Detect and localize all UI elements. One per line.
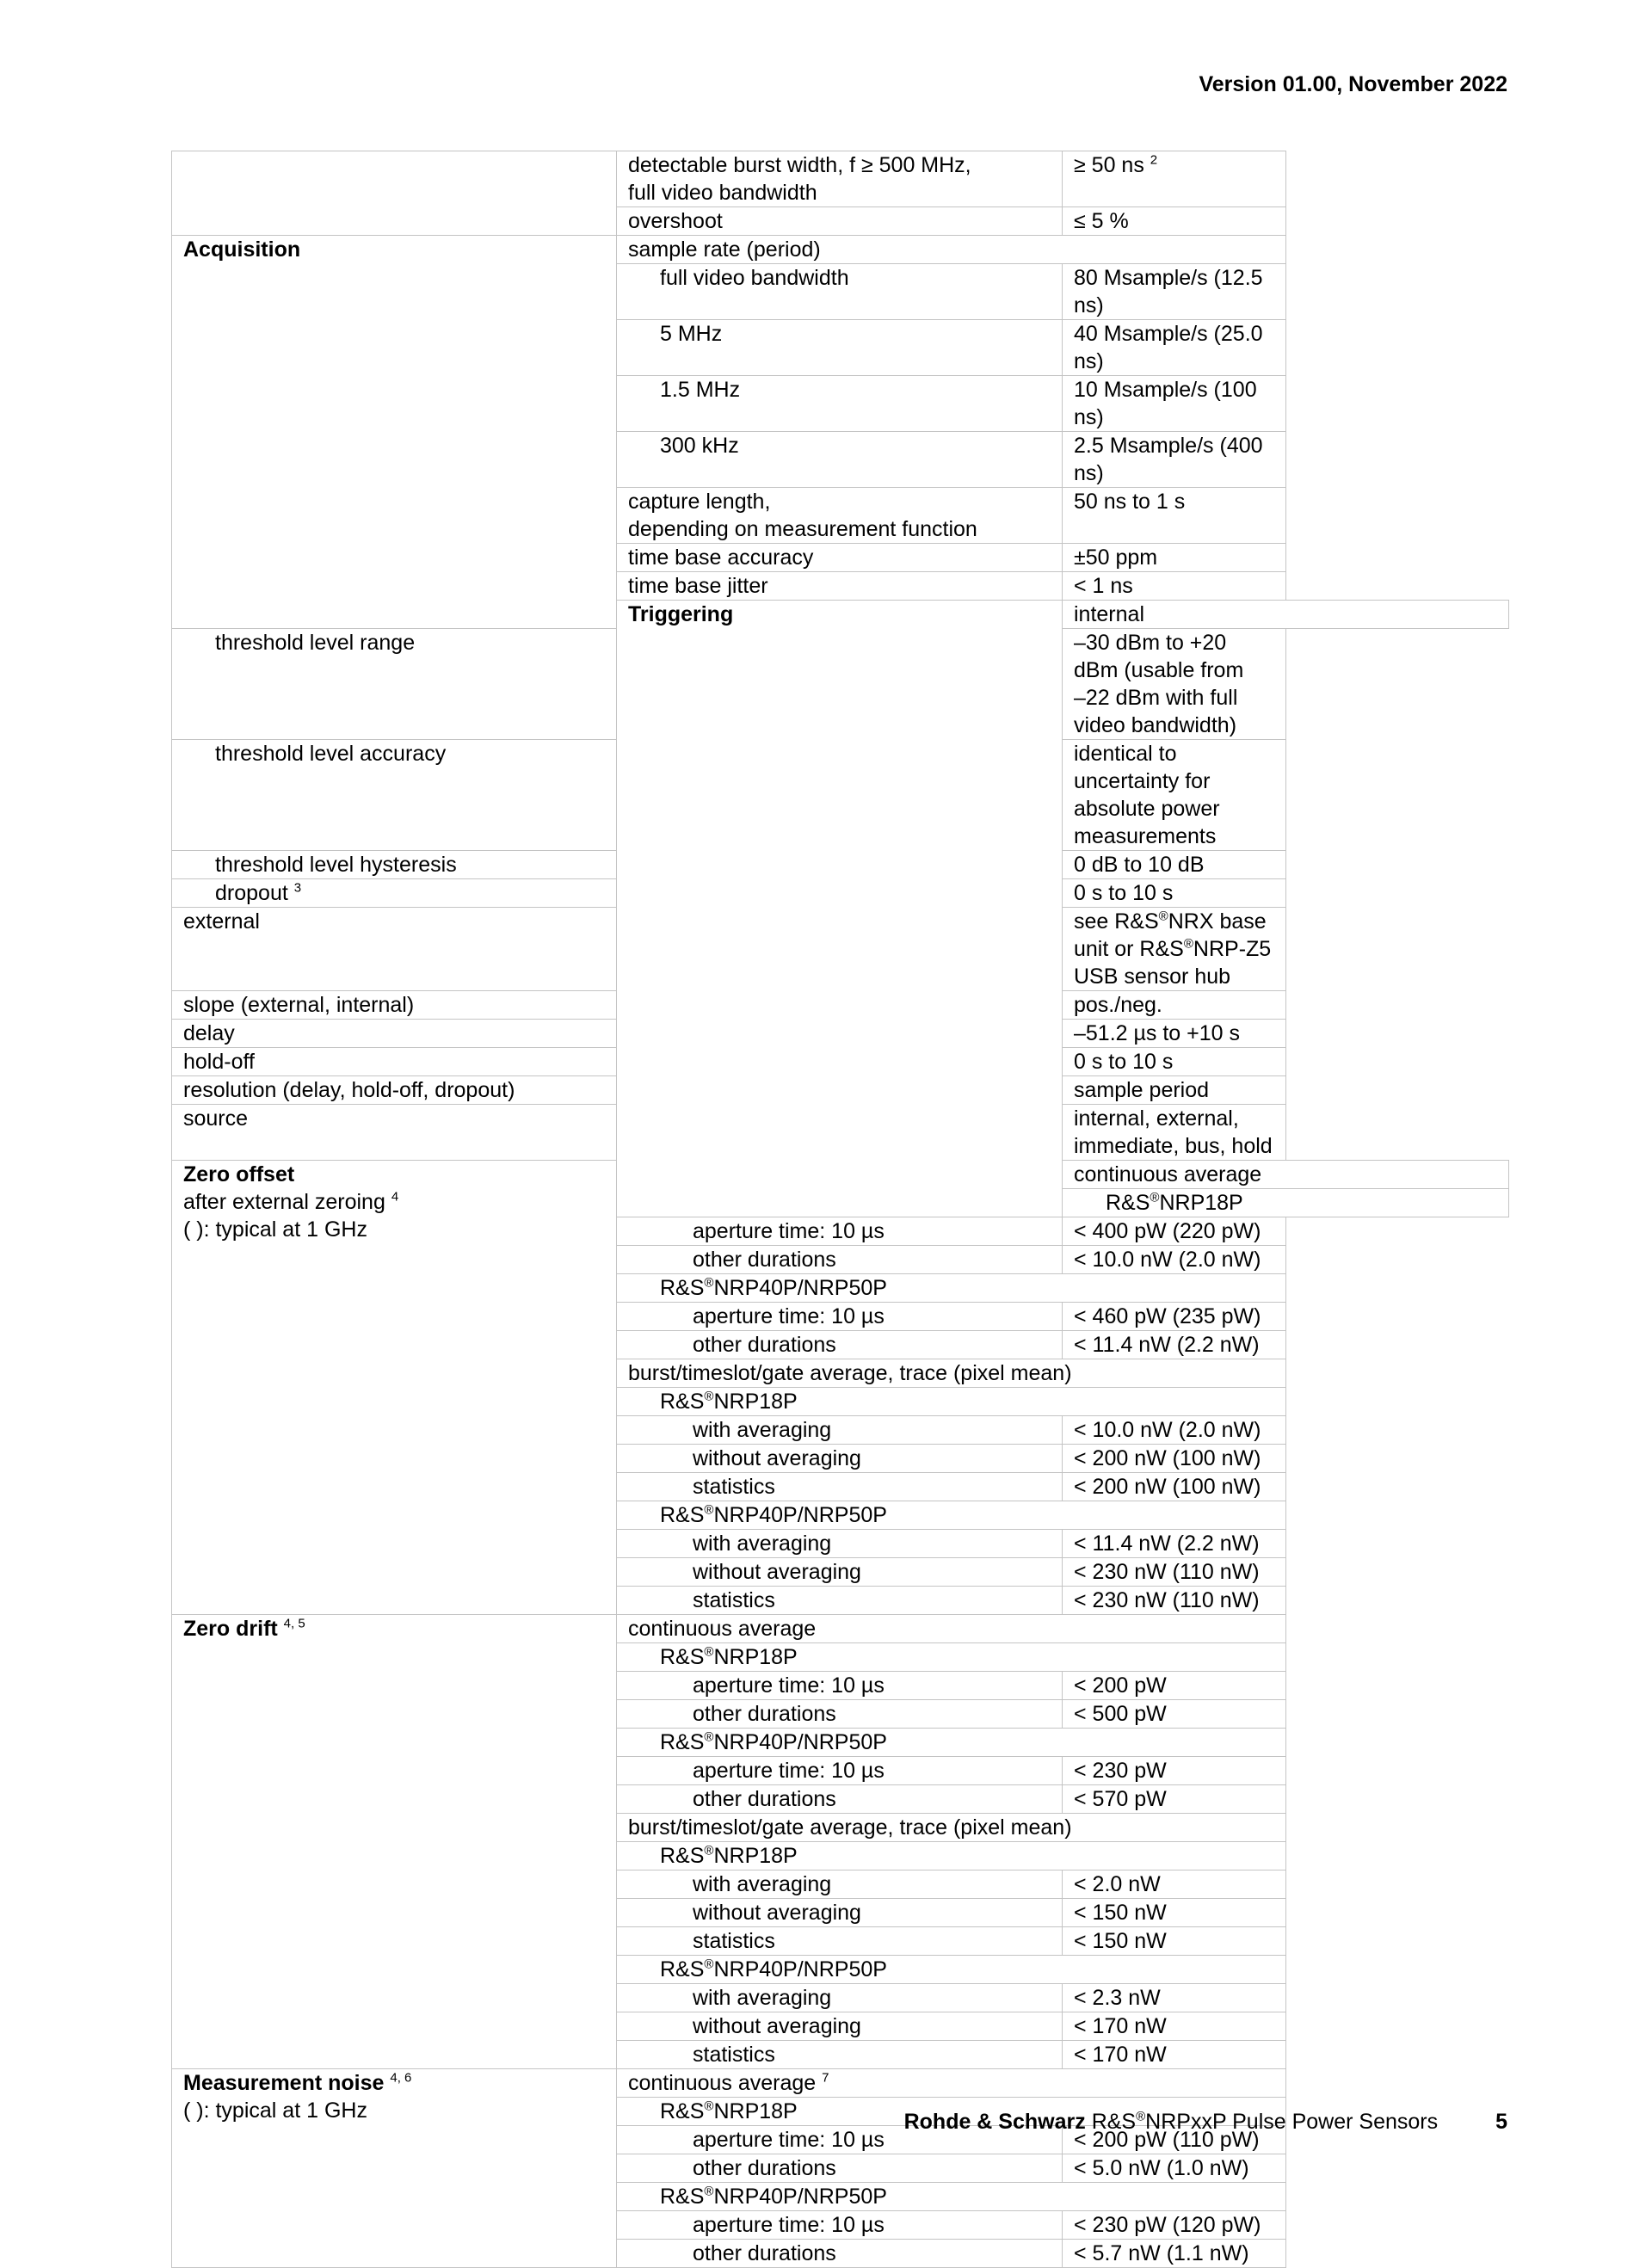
spec-label: detectable burst width, f ≥ 500 MHz, full video bandwidth [617,151,1063,207]
spec-value: < 11.4 nW (2.2 nW) [1063,1331,1286,1359]
spec-value: see R&S®NRX base unit or R&S®NRP-Z5 USB sensor hub [1063,908,1286,991]
spec-value: ±50 ppm [1063,544,1286,572]
spec-subgroup: R&S®NRP40P/NRP50P [617,1274,1286,1303]
table-row [172,236,1509,264]
spec-label: without averaging [617,1899,1063,1927]
spec-label: 5 MHz [617,320,1063,376]
category-note: ( ): typical at 1 GHz [183,1217,367,1242]
spec-value: < 570 pW [1063,1785,1286,1814]
spec-subgroup: R&S®NRP18P [1063,1189,1509,1217]
spec-value: < 5.0 nW (1.0 nW) [1063,2154,1286,2183]
spec-label: without averaging [617,2012,1063,2041]
spec-value: < 10.0 nW (2.0 nW) [1063,1416,1286,1445]
spec-label: full video bandwidth [617,264,1063,320]
spec-value: pos./neg. [1063,991,1286,1020]
spec-label: with averaging [617,1530,1063,1558]
spec-label: other durations [617,1785,1063,1814]
spec-subgroup: R&S®NRP40P/NRP50P [617,1729,1286,1757]
spec-value: < 200 pW [1063,1672,1286,1700]
spec-value: < 400 pW (220 pW) [1063,1217,1286,1246]
table-row [172,2069,1509,2098]
page-footer [904,2110,1507,2135]
spec-value: < 500 pW [1063,1700,1286,1729]
category-acquisition [172,236,617,629]
spec-value: < 170 nW [1063,2012,1286,2041]
spec-group: internal [1063,601,1509,629]
category-title: Measurement noise [183,2071,385,2095]
spec-subgroup: R&S®NRP18P [617,2098,1286,2126]
spec-value: < 200 nW (100 nW) [1063,1473,1286,1501]
spec-value: 80 Msample/s (12.5 ns) [1063,264,1286,320]
spec-value: 2.5 Msample/s (400 ns) [1063,432,1286,488]
spec-label: resolution (delay, hold-off, dropout) [172,1076,617,1105]
spec-value: < 5.7 nW (1.1 nW) [1063,2240,1286,2268]
category-cell [172,151,617,236]
spec-label: hold-off [172,1048,617,1076]
spec-label: threshold level accuracy [172,740,617,851]
spec-label: other durations [617,2240,1063,2268]
spec-label: statistics [617,2041,1063,2069]
spec-value: 50 ns to 1 s [1063,488,1286,544]
page-number: 5 [1495,2110,1507,2134]
spec-value: < 230 pW [1063,1757,1286,1785]
spec-value: identical to uncertainty for absolute power measurements [1063,740,1286,851]
spec-label: aperture time: 10 µs [617,1303,1063,1331]
spec-label: source [172,1105,617,1161]
spec-label: other durations [617,1331,1063,1359]
spec-label: without averaging [617,1445,1063,1473]
spec-label: dropout $^3$ [172,879,617,908]
spec-label: with averaging [617,1416,1063,1445]
spec-group: burst/timeslot/gate average, trace (pixel mean) [617,1814,1286,1842]
spec-value: ≤ 5 % [1063,207,1286,236]
spec-group: burst/timeslot/gate average, trace (pixel mean) [617,1359,1286,1388]
spec-value: 0 s to 10 s [1063,879,1286,908]
spec-label: time base jitter [617,572,1063,601]
category-title: Triggering [628,602,734,626]
spec-label: statistics [617,1473,1063,1501]
spec-value: < 230 pW (120 pW) [1063,2211,1286,2240]
version-header: Version 01.00, November 2022 [1199,72,1507,96]
spec-group: continuous average [617,1615,1286,1643]
spec-value: < 2.0 nW [1063,1870,1286,1899]
spec-value: < 11.4 nW (2.2 nW) [1063,1530,1286,1558]
spec-value: –30 dBm to +20 dBm (usable from –22 dBm with full video bandwidth) [1063,629,1286,740]
spec-value: sample period [1063,1076,1286,1105]
spec-value: < 10.0 nW (2.0 nW) [1063,1246,1286,1274]
spec-value: 0 s to 10 s [1063,1048,1286,1076]
spec-label: time base accuracy [617,544,1063,572]
spec-group: continuous average [1063,1161,1509,1189]
spec-value: < 230 nW (110 nW) [1063,1587,1286,1615]
spec-value: < 150 nW [1063,1927,1286,1956]
spec-label: external [172,908,617,991]
spec-label: other durations [617,2154,1063,2183]
spec-subgroup: R&S®NRP40P/NRP50P [617,1501,1286,1530]
spec-table [171,151,1509,2268]
footer-product: R&S®NRPxxP Pulse Power Sensors [1091,2109,1439,2134]
spec-label: with averaging [617,1984,1063,2012]
spec-label: slope (external, internal) [172,991,617,1020]
spec-value: < 230 nW (110 nW) [1063,1558,1286,1587]
spec-value: < 1 ns [1063,572,1286,601]
spec-label: aperture time: 10 µs [617,1757,1063,1785]
spec-subgroup: R&S®NRP40P/NRP50P [617,2183,1286,2211]
spec-value: < 150 nW [1063,1899,1286,1927]
footer-brand: Rohde & Schwarz [903,2110,1086,2134]
spec-subgroup: R&S®NRP18P [617,1388,1286,1416]
spec-label: aperture time: 10 µs [617,1217,1063,1246]
spec-label: 1.5 MHz [617,376,1063,432]
spec-label: capture length, depending on measurement function [617,488,1063,544]
spec-subgroup: R&S®NRP40P/NRP50P [617,1956,1286,1984]
category-triggering [617,601,1063,1217]
spec-label: delay [172,1020,617,1048]
table-row [172,1615,1509,1643]
category-zero-drift: Zero drift $^{4, 5}$ [172,1615,617,2069]
table-row [172,151,1509,207]
spec-value: < 200 nW (100 nW) [1063,1445,1286,1473]
spec-value: 0 dB to 10 dB [1063,851,1286,879]
spec-label: overshoot [617,207,1063,236]
spec-label: aperture time: 10 µs [617,2126,1063,2154]
spec-value: ≥ 50 ns $^2$ [1063,151,1286,207]
spec-label: statistics [617,1927,1063,1956]
spec-value: < 200 pW (110 pW) [1063,2126,1286,2154]
spec-label: without averaging [617,1558,1063,1587]
category-title: Zero drift [183,1617,278,1641]
spec-label: statistics [617,1587,1063,1615]
category-zero-offset: Zero offset after external zeroing $^4$ ( ): typical at 1 GHz [172,1161,617,1615]
spec-label: other durations [617,1700,1063,1729]
spec-value: < 460 pW (235 pW) [1063,1303,1286,1331]
spec-subgroup: R&S®NRP18P [617,1643,1286,1672]
spec-label: aperture time: 10 µs [617,1672,1063,1700]
spec-label: threshold level hysteresis [172,851,617,879]
spec-value: 40 Msample/s (25.0 ns) [1063,320,1286,376]
spec-group: continuous average $^7$ [617,2069,1286,2098]
spec-subgroup: R&S®NRP18P [617,1842,1286,1870]
spec-label: aperture time: 10 µs [617,2211,1063,2240]
spec-value: < 2.3 nW [1063,1984,1286,2012]
spec-label: other durations [617,1246,1063,1274]
spec-label: with averaging [617,1870,1063,1899]
spec-label: 300 kHz [617,432,1063,488]
spec-value: < 170 nW [1063,2041,1286,2069]
spec-group: sample rate (period) [617,236,1286,264]
category-subtitle: after external zeroing [183,1190,385,1214]
spec-label: threshold level range [172,629,617,740]
category-note: ( ): typical at 1 GHz [183,2099,367,2123]
spec-value: 10 Msample/s (100 ns) [1063,376,1286,432]
category-title: Acquisition [183,237,301,262]
spec-value: –51.2 µs to +10 s [1063,1020,1286,1048]
spec-value: internal, external, immediate, bus, hold [1063,1105,1286,1161]
category-measurement-noise: Measurement noise $^{4, 6}$ ( ): typical at 1 GHz [172,2069,617,2268]
category-title: Zero offset [183,1162,295,1186]
